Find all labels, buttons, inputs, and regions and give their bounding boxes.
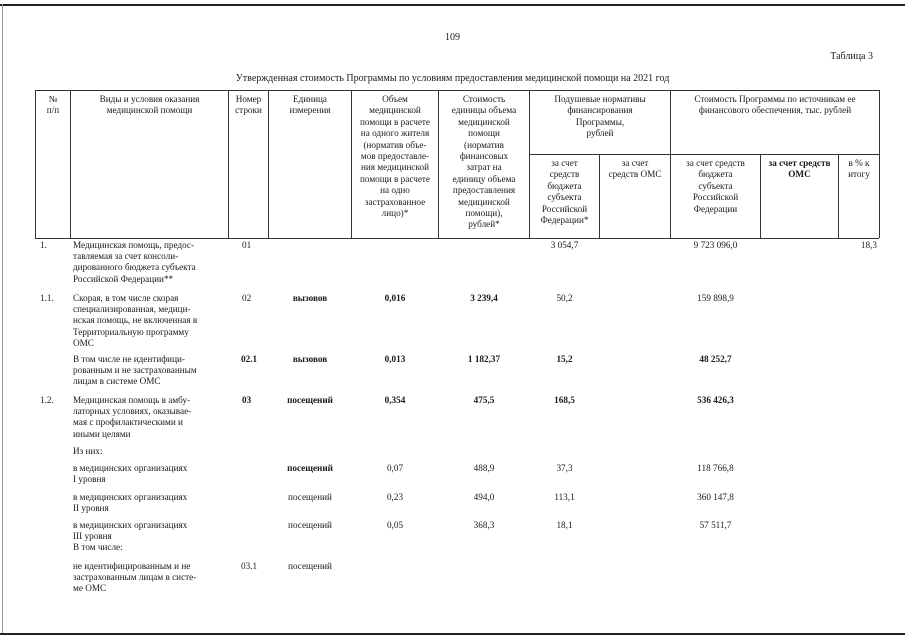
- header-program-percent: в % к итогу: [848, 158, 870, 180]
- volume-value: 0,05: [386, 520, 404, 530]
- header-per-capita: Подушевые нормативы финансирования Программы, рублей: [554, 94, 646, 139]
- page-number: 109: [445, 32, 460, 43]
- per-capita-budget-value: 168,5: [554, 395, 575, 405]
- header-unit-cost: Стоимость единицы объема медицинской помощи (норматив финансовых затрат на единицу объема предоставления медицинской помощи), рублей*: [451, 94, 517, 230]
- table-header-bottom-border: [35, 238, 879, 239]
- header-volume: Объем медицинской помощи в расчете на одного жителя (норматив объе- мов предоставле- ния медицинской помощи в расчете на одно застрахованное лицо)*: [359, 94, 431, 219]
- volume-value: 0,23: [386, 492, 404, 502]
- volume-value: 0,013: [384, 354, 406, 364]
- per-capita-budget-value: 18,1: [556, 520, 573, 530]
- row-unit: посещений: [288, 520, 332, 530]
- program-budget-value: 360 147,8: [697, 492, 734, 502]
- row-code: 02.1: [241, 354, 258, 364]
- unit-cost-value: 368,3: [473, 520, 495, 530]
- program-budget-value: 536 426,3: [697, 395, 734, 405]
- program-budget-value: 159 898,9: [697, 293, 734, 303]
- row-description: Из них:: [73, 446, 103, 456]
- row-unit: посещений: [288, 561, 332, 571]
- per-capita-budget-value: 37,3: [556, 463, 573, 473]
- per-capita-budget-value: 15,2: [556, 354, 573, 364]
- document-title: Утвержденная стоимость Программы по условиям предоставления медицинской помощи на 2021 год: [235, 73, 670, 84]
- program-budget-value: 57 511,7: [699, 520, 732, 530]
- header-per-capita-oms: за счет средств ОМС: [608, 158, 662, 180]
- unit-cost-value: 475,5: [473, 395, 495, 405]
- header-program-cost: Стоимость Программы по источникам ее финансового обеспечения, тыс. рублей: [694, 94, 856, 116]
- row-unit: вызовов: [292, 293, 328, 303]
- header-number: № п/п: [46, 94, 60, 116]
- header-program-budget: за счет средств бюджета субъекта Российской Федерации: [686, 158, 745, 214]
- program-budget-value: 118 766,8: [697, 463, 734, 473]
- row-unit: посещений: [288, 492, 332, 502]
- page-frame-bottom: [0, 633, 905, 635]
- row-number: 1.1.: [40, 293, 54, 303]
- unit-cost-value: 3 239,4: [470, 293, 498, 303]
- volume-value: 0,016: [384, 293, 406, 303]
- unit-cost-value: 494,0: [473, 492, 495, 502]
- header-kinds: Виды и условия оказания медицинской помощи: [99, 94, 200, 116]
- row-description: в медицинских организациях III уровня В том числе:: [73, 520, 188, 553]
- unit-cost-value: 488,9: [473, 463, 495, 473]
- row-description: Скорая, в том числе скорая специализированная, медици- нская помощь, не включенная в Территориальную программу ОМС: [73, 293, 198, 348]
- volume-value: 0,354: [384, 395, 406, 405]
- program-budget-value: 48 252,7: [699, 354, 732, 364]
- row-unit: посещений: [287, 395, 333, 405]
- table-label: Таблица 3: [830, 51, 873, 62]
- row-code: 03.1: [241, 561, 258, 571]
- per-capita-budget-value: 50,2: [556, 293, 573, 303]
- per-capita-budget-value: 113,1: [554, 492, 575, 502]
- row-description: В том числе не идентифици- рованным и не застрахованным лицам в системе ОМС: [73, 354, 197, 387]
- row-number: 1.: [40, 240, 47, 250]
- volume-value: 0,07: [386, 463, 404, 473]
- row-description: в медицинских организациях I уровня: [73, 463, 188, 485]
- header-unit: Единица измерения: [289, 94, 331, 116]
- per-capita-budget-value: 3 054,7: [550, 240, 579, 250]
- row-description: в медицинских организациях II уровня: [73, 492, 188, 514]
- page-frame-left: [2, 4, 3, 635]
- unit-cost-value: 1 182,37: [467, 354, 501, 364]
- page-frame-top: [0, 4, 905, 6]
- program-budget-value: 9 723 096,0: [693, 240, 738, 250]
- header-program-oms: за счет средств ОМС: [768, 158, 831, 180]
- header-per-capita-budget: за счет средств бюджета субъекта Российской Федерации*: [540, 158, 589, 226]
- row-number: 1.2.: [40, 395, 54, 405]
- row-description: Медицинская помощь в амбу- латорных условиях, оказывае- мая с профилактическими и иными целями: [73, 395, 192, 439]
- col-border: [879, 90, 880, 238]
- row-code: 01: [242, 240, 252, 250]
- header-row-number: Номер строки: [235, 94, 262, 116]
- row-description: не идентифицированным и не застрахованным лицам в систе- ме ОМС: [73, 561, 197, 594]
- program-cost-subheader-divider: [670, 154, 879, 155]
- row-code: 03: [242, 395, 252, 405]
- row-description: Медицинская помощь, предос- тавляемая за счет консоли- дированного бюджета субъекта Российской Федерации**: [73, 240, 196, 284]
- program-percent-value: 18,3: [860, 240, 877, 250]
- row-code: 02: [242, 293, 252, 303]
- row-unit: посещений: [287, 463, 333, 473]
- table-top-border: [35, 90, 879, 91]
- row-unit: вызовов: [292, 354, 328, 364]
